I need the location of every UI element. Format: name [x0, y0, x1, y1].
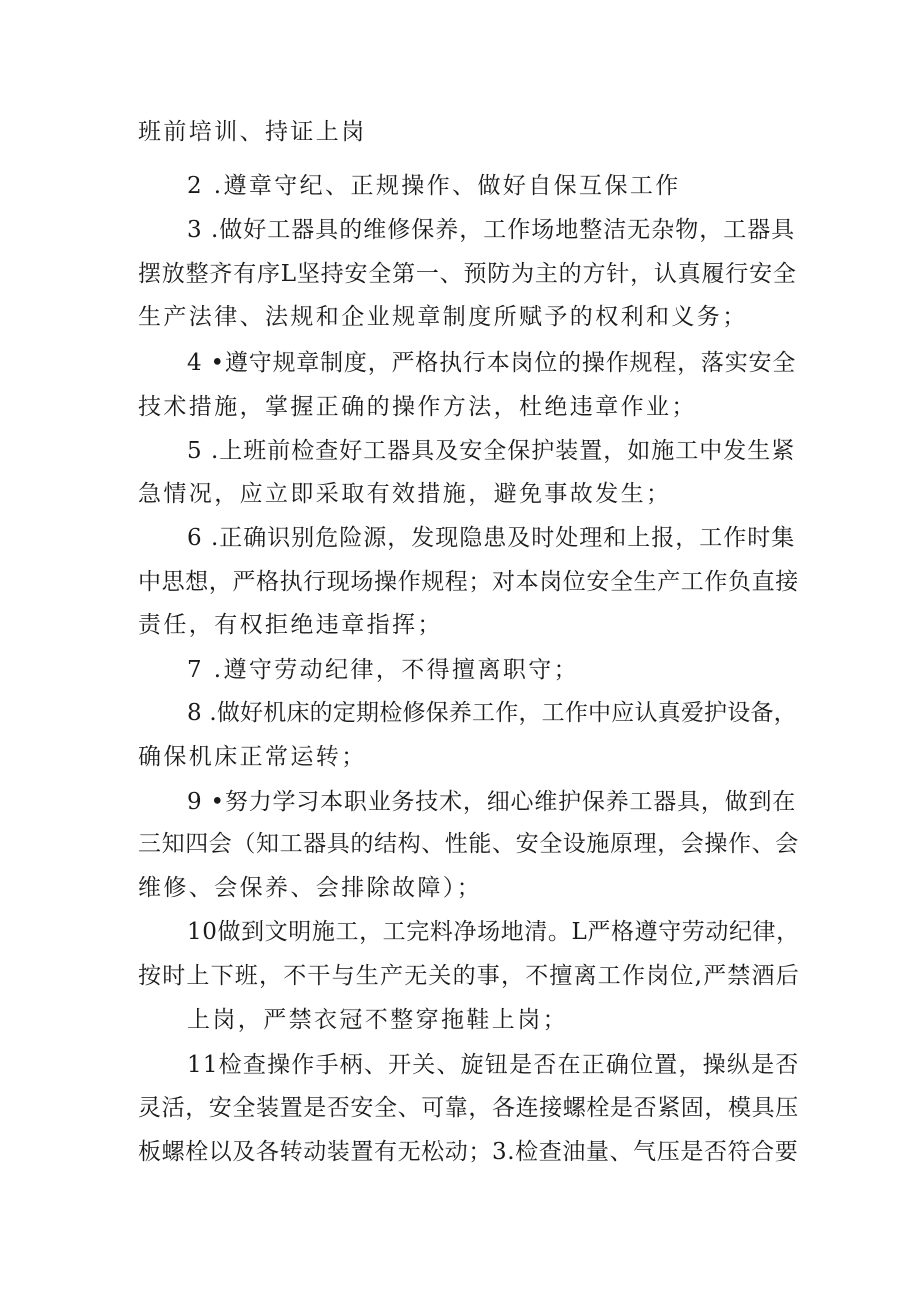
- text-line: 中思想，严格执行现场操作规程；对本岗位安全生产工作负直接: [138, 569, 799, 595]
- text-line: 生产法律、法规和企业规章制度所赋予的权利和义务；: [138, 304, 748, 330]
- text-line: 急情况，应立即采取有效措施，避免事故发生；: [138, 481, 672, 507]
- text-line: 班前培训、持证上岗: [138, 119, 367, 145]
- text-line: 责任，有权拒绝违章指挥；: [138, 612, 443, 638]
- text-line: 4 •遵守规章制度，严格执行本岗位的操作规程，落实安全: [187, 350, 797, 376]
- text-line: 5 .上班前检查好工器具及安全保护装置，如施工中发生紧: [187, 438, 796, 464]
- text-line: 11检查操作手柄、开关、旋钮是否在正确位置，操纵是否: [187, 1052, 800, 1078]
- text-line: 板螺栓以及各转动装置有无松动；3.检查油量、气压是否符合要: [138, 1139, 799, 1165]
- text-line: 摆放整齐有序L坚持安全第一、预防为主的方针，认真履行安全: [138, 261, 797, 287]
- text-line: 3 .做好工器具的维修保养，工作场地整洁无杂物，工器具: [187, 217, 796, 243]
- text-line: 灵活，安全装置是否安全、可靠，各连接螺栓是否紧固，模具压: [138, 1095, 799, 1121]
- text-line: 6 .正确识别危险源，发现隐患及时处理和上报，工作时集: [187, 525, 796, 551]
- text-line: 10做到文明施工，工完料净场地清。L严格遵守劳动纪律，: [187, 919, 800, 945]
- text-line: 2 .遵章守纪、正规操作、做好自保互保工作: [187, 173, 681, 199]
- text-line: 上岗，严禁衣冠不整穿拖鞋上岗；: [187, 1007, 568, 1033]
- text-line: 维修、会保养、会排除故障）；: [138, 875, 483, 901]
- text-line: 8 .做好机床的定期检修保养工作，工作中应认真爱护设备，: [187, 700, 797, 726]
- text-line: 确保机床正常运转；: [138, 744, 367, 770]
- text-line: 9 •努力学习本职业务技术，细心维护保养工器具，做到在: [187, 789, 797, 815]
- text-line: 7 .遵守劳动纪律，不得擅离职守；: [187, 657, 580, 683]
- text-line: 技术措施，掌握正确的操作方法，杜绝违章作业；: [138, 394, 697, 420]
- text-line: 按时上下班，不干与生产无关的事，不擅离工作岗位,严禁酒后: [138, 963, 800, 989]
- text-line: 三知四会（知工器具的结构、性能、安全设施原理，会操作、会: [138, 831, 799, 857]
